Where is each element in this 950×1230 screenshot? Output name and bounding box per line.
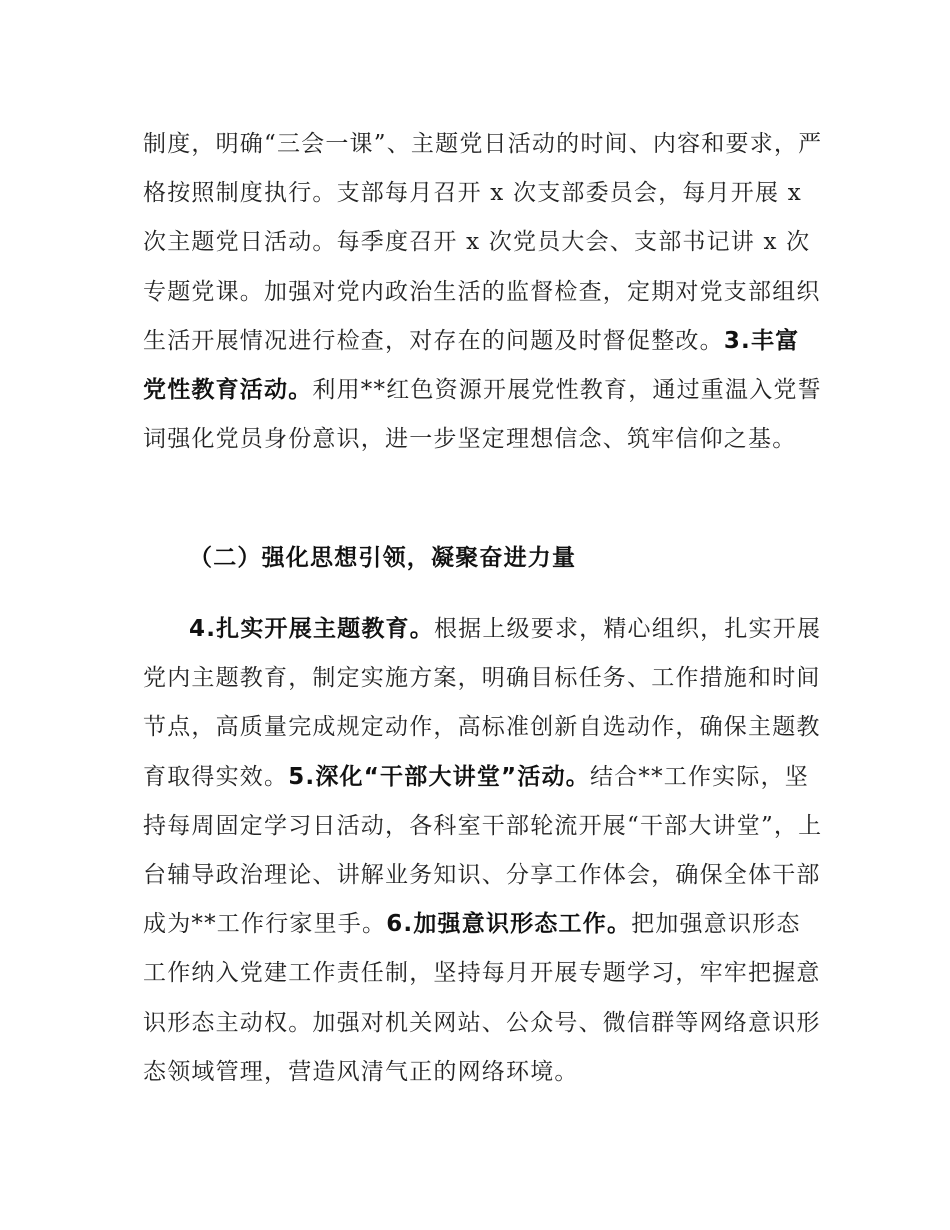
paragraph-text: 制度，明确“三会一课”、主题党日活动的时间、内容和要求，严格按照制度执行。支部每月召开 x 次支部委员会，每月开展 x 次主题党日活动。每季度召开 x 次党员大会、支部书记讲 x 次专题党课。加强对党内政治生活的监督检查，定期对党支部组织生活开展情况进行检查，对存在的问题及时督促整改。 (143, 131, 823, 354)
item-5-title: 5.深化“干部大讲堂”活动。 (288, 763, 590, 790)
item-6-title: 6.加强意识形态工作。 (386, 911, 632, 938)
section-heading: （二）强化思想引领，凝聚奋进力量 (189, 545, 577, 571)
item-3-body: 利用**红色资源开展党性教育，通过重温入党誓词强化党员身份意识，进一步坚定理想信念、筑牢信仰之基。 (143, 377, 822, 453)
paragraph-thought-leadership (143, 605, 823, 1097)
item-5-body: 结合**工作实际，坚持每周固定学习日活动，各科室干部轮流开展“干部大讲堂”，上台辅导政治理论、讲解业务知识、分享工作体会，确保全体干部成为**工作行家里手。 (143, 763, 823, 938)
item-6-body: 把加强意识形态工作纳入党建工作责任制，坚持每月开展专题学习，牢牢把握意识形态主动权。加强对机关网站、公众号、微信群等网络意识形态领域管理，营造风清气正的网络环境。 (143, 911, 821, 1085)
item-4-title: 4.扎实开展主题教育。 (189, 616, 434, 642)
item-4-body: 根据上级要求，精心组织，扎实开展党内主题教育，制定实施方案，明确目标任务、工作措施和时间节点，高质量完成规定动作，高标准创新自选动作，确保主题教育取得实效。 (143, 616, 822, 790)
paragraph-party-life (143, 120, 823, 464)
item-3-title: 3.丰富党性教育活动。 (143, 327, 800, 404)
